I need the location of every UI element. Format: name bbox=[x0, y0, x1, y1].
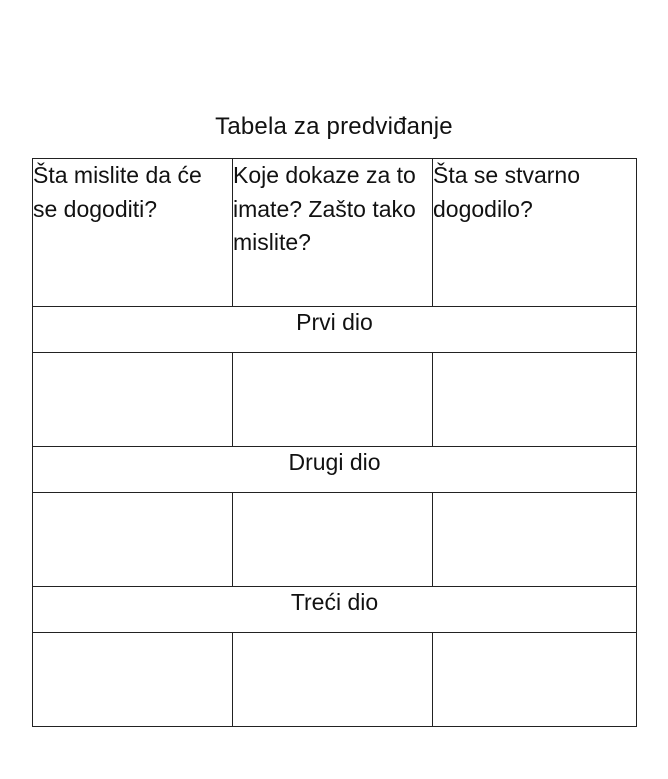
answer-cell[interactable] bbox=[33, 493, 233, 587]
section-row-3 bbox=[33, 587, 637, 633]
answer-cell[interactable] bbox=[233, 493, 433, 587]
answer-cell[interactable] bbox=[233, 633, 433, 727]
section-label-1: Prvi dio bbox=[33, 307, 637, 353]
answer-cell[interactable] bbox=[433, 633, 637, 727]
answer-cell[interactable] bbox=[33, 353, 233, 447]
table-title: Tabela za predviđanje bbox=[215, 113, 453, 140]
header-evidence: Koje dokaze za to imate? Zašto tako mislite? bbox=[233, 159, 433, 307]
answer-row-2 bbox=[33, 493, 637, 587]
section-row-2 bbox=[33, 447, 637, 493]
section-label-3: Treći dio bbox=[33, 587, 637, 633]
answer-cell[interactable] bbox=[33, 633, 233, 727]
answer-row-3 bbox=[33, 633, 637, 727]
section-row-1 bbox=[33, 307, 637, 353]
answer-cell[interactable] bbox=[233, 353, 433, 447]
header-prediction: Šta mislite da će se dogoditi? bbox=[33, 159, 233, 307]
answer-cell[interactable] bbox=[433, 493, 637, 587]
prediction-table bbox=[32, 158, 637, 727]
answer-cell[interactable] bbox=[433, 353, 637, 447]
header-row bbox=[33, 159, 637, 307]
answer-row-1 bbox=[33, 353, 637, 447]
section-label-2: Drugi dio bbox=[33, 447, 637, 493]
header-outcome: Šta se stvarno dogodilo? bbox=[433, 159, 637, 307]
